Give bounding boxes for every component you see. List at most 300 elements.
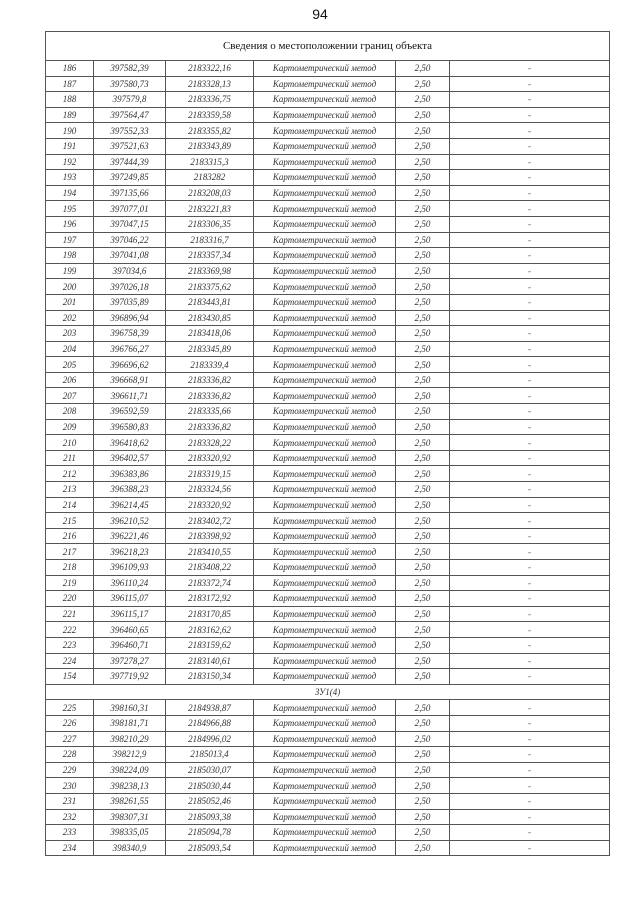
y-coordinate-cell: 2183443,81 [166,294,254,310]
accuracy-cell: 2,50 [396,700,450,716]
table-row [46,310,610,326]
point-number-cell: 223 [46,637,94,653]
note-cell: - [450,606,610,622]
point-number-cell: 219 [46,575,94,591]
x-coordinate-cell: 398307,31 [94,809,166,825]
note-cell: - [450,528,610,544]
y-coordinate-cell: 2183328,13 [166,76,254,92]
point-number-cell: 192 [46,154,94,170]
accuracy-cell: 2,50 [396,731,450,747]
accuracy-cell: 2,50 [396,357,450,373]
point-number-cell: 233 [46,825,94,841]
method-cell: Картометрический метод [254,560,396,576]
accuracy-cell: 2,50 [396,232,450,248]
y-coordinate-cell: 2185030,07 [166,762,254,778]
point-number-cell: 195 [46,201,94,217]
point-number-cell: 189 [46,107,94,123]
y-coordinate-cell: 2183336,82 [166,419,254,435]
method-cell: Картометрический метод [254,637,396,653]
method-cell: Картометрический метод [254,669,396,685]
point-number-cell: 207 [46,388,94,404]
note-cell: - [450,435,610,451]
note-cell: - [450,326,610,342]
method-cell: Картометрический метод [254,450,396,466]
table-row [46,263,610,279]
table-row [46,232,610,248]
table-row [46,341,610,357]
y-coordinate-cell: 2183315,3 [166,154,254,170]
x-coordinate-cell: 396110,24 [94,575,166,591]
accuracy-cell: 2,50 [396,513,450,529]
x-coordinate-cell: 396115,07 [94,591,166,607]
point-number-cell: 196 [46,216,94,232]
method-cell: Картометрический метод [254,263,396,279]
accuracy-cell: 2,50 [396,294,450,310]
method-cell: Картометрический метод [254,170,396,186]
x-coordinate-cell: 396210,52 [94,513,166,529]
note-cell: - [450,76,610,92]
section-row [46,684,610,700]
table-row [46,825,610,841]
x-coordinate-cell: 396766,27 [94,341,166,357]
method-cell: Картометрический метод [254,279,396,295]
point-number-cell: 201 [46,294,94,310]
y-coordinate-cell: 2183320,92 [166,450,254,466]
y-coordinate-cell: 2183316,7 [166,232,254,248]
point-number-cell: 200 [46,279,94,295]
table-row [46,793,610,809]
note-cell: - [450,653,610,669]
note-cell: - [450,731,610,747]
method-cell: Картометрический метод [254,575,396,591]
x-coordinate-cell: 397135,66 [94,185,166,201]
point-number-cell: 198 [46,248,94,264]
y-coordinate-cell: 2185093,38 [166,809,254,825]
table-row [46,653,610,669]
accuracy-cell: 2,50 [396,310,450,326]
table-row [46,357,610,373]
y-coordinate-cell: 2184996,02 [166,731,254,747]
table-row [46,700,610,716]
accuracy-cell: 2,50 [396,326,450,342]
point-number-cell: 186 [46,61,94,77]
y-coordinate-cell: 2183355,82 [166,123,254,139]
point-number-cell: 194 [46,185,94,201]
method-cell: Картометрический метод [254,513,396,529]
accuracy-cell: 2,50 [396,154,450,170]
accuracy-cell: 2,50 [396,669,450,685]
note-cell: - [450,310,610,326]
method-cell: Картометрический метод [254,622,396,638]
x-coordinate-cell: 398261,55 [94,793,166,809]
point-number-cell: 197 [46,232,94,248]
y-coordinate-cell: 2185030,44 [166,778,254,794]
table-row [46,466,610,482]
table-title: Сведения о местоположении границ объекта [46,32,610,61]
table-row [46,669,610,685]
table-row [46,513,610,529]
table-row [46,279,610,295]
point-number-cell: 199 [46,263,94,279]
accuracy-cell: 2,50 [396,185,450,201]
accuracy-cell: 2,50 [396,778,450,794]
accuracy-cell: 2,50 [396,637,450,653]
method-cell: Картометрический метод [254,528,396,544]
boundary-coordinates-table [45,31,610,856]
y-coordinate-cell: 2183336,82 [166,372,254,388]
y-coordinate-cell: 2183372,74 [166,575,254,591]
section-label: ЗУ1(4) [46,684,610,700]
y-coordinate-cell: 2183208,03 [166,185,254,201]
table-row [46,76,610,92]
note-cell: - [450,700,610,716]
method-cell: Картометрический метод [254,388,396,404]
accuracy-cell: 2,50 [396,248,450,264]
accuracy-cell: 2,50 [396,715,450,731]
method-cell: Картометрический метод [254,840,396,856]
x-coordinate-cell: 396388,23 [94,482,166,498]
table-row [46,248,610,264]
point-number-cell: 190 [46,123,94,139]
y-coordinate-cell: 2183320,92 [166,497,254,513]
point-number-cell: 224 [46,653,94,669]
point-number-cell: 208 [46,404,94,420]
y-coordinate-cell: 2183357,34 [166,248,254,264]
note-cell: - [450,497,610,513]
note-cell: - [450,637,610,653]
point-number-cell: 205 [46,357,94,373]
y-coordinate-cell: 2183335,66 [166,404,254,420]
note-cell: - [450,201,610,217]
point-number-cell: 210 [46,435,94,451]
point-number-cell: 218 [46,560,94,576]
accuracy-cell: 2,50 [396,123,450,139]
table-row [46,201,610,217]
note-cell: - [450,591,610,607]
point-number-cell: 204 [46,341,94,357]
y-coordinate-cell: 2183418,06 [166,326,254,342]
table-row [46,372,610,388]
accuracy-cell: 2,50 [396,76,450,92]
method-cell: Картометрический метод [254,747,396,763]
accuracy-cell: 2,50 [396,840,450,856]
y-coordinate-cell: 2183398,92 [166,528,254,544]
note-cell: - [450,216,610,232]
point-number-cell: 226 [46,715,94,731]
y-coordinate-cell: 2183324,56 [166,482,254,498]
method-cell: Картометрический метод [254,419,396,435]
x-coordinate-cell: 397719,92 [94,669,166,685]
accuracy-cell: 2,50 [396,622,450,638]
x-coordinate-cell: 397579,8 [94,92,166,108]
y-coordinate-cell: 2185094,78 [166,825,254,841]
method-cell: Картометрический метод [254,762,396,778]
y-coordinate-cell: 2183221,83 [166,201,254,217]
x-coordinate-cell: 396214,45 [94,497,166,513]
y-coordinate-cell: 2183140,61 [166,653,254,669]
point-number-cell: 228 [46,747,94,763]
accuracy-cell: 2,50 [396,450,450,466]
table-row [46,497,610,513]
accuracy-cell: 2,50 [396,528,450,544]
method-cell: Картометрический метод [254,326,396,342]
x-coordinate-cell: 396418,62 [94,435,166,451]
method-cell: Картометрический метод [254,653,396,669]
method-cell: Картометрический метод [254,123,396,139]
method-cell: Картометрический метод [254,107,396,123]
point-number-cell: 216 [46,528,94,544]
note-cell: - [450,404,610,420]
y-coordinate-cell: 2183375,62 [166,279,254,295]
method-cell: Картометрический метод [254,248,396,264]
accuracy-cell: 2,50 [396,61,450,77]
table-row [46,715,610,731]
method-cell: Картометрический метод [254,591,396,607]
y-coordinate-cell: 2183150,34 [166,669,254,685]
table-row [46,591,610,607]
method-cell: Картометрический метод [254,404,396,420]
note-cell: - [450,747,610,763]
method-cell: Картометрический метод [254,497,396,513]
y-coordinate-cell: 2183408,22 [166,560,254,576]
table-row [46,107,610,123]
x-coordinate-cell: 396896,94 [94,310,166,326]
note-cell: - [450,466,610,482]
method-cell: Картометрический метод [254,294,396,310]
method-cell: Картометрический метод [254,793,396,809]
point-number-cell: 220 [46,591,94,607]
accuracy-cell: 2,50 [396,560,450,576]
x-coordinate-cell: 396383,86 [94,466,166,482]
table-row [46,92,610,108]
x-coordinate-cell: 397249,85 [94,170,166,186]
note-cell: - [450,715,610,731]
accuracy-cell: 2,50 [396,404,450,420]
note-cell: - [450,762,610,778]
note-cell: - [450,138,610,154]
note-cell: - [450,778,610,794]
x-coordinate-cell: 396115,17 [94,606,166,622]
table-row [46,731,610,747]
y-coordinate-cell: 2183410,55 [166,544,254,560]
point-number-cell: 225 [46,700,94,716]
method-cell: Картометрический метод [254,731,396,747]
note-cell: - [450,357,610,373]
accuracy-cell: 2,50 [396,762,450,778]
table-row [46,637,610,653]
x-coordinate-cell: 397077,01 [94,201,166,217]
x-coordinate-cell: 397278,27 [94,653,166,669]
y-coordinate-cell: 2183306,35 [166,216,254,232]
note-cell: - [450,263,610,279]
x-coordinate-cell: 398212,9 [94,747,166,763]
y-coordinate-cell: 2183319,15 [166,466,254,482]
table-row [46,435,610,451]
method-cell: Картометрический метод [254,216,396,232]
x-coordinate-cell: 396460,65 [94,622,166,638]
x-coordinate-cell: 396218,23 [94,544,166,560]
table-row [46,154,610,170]
method-cell: Картометрический метод [254,138,396,154]
point-number-cell: 229 [46,762,94,778]
y-coordinate-cell: 2185013,4 [166,747,254,763]
x-coordinate-cell: 398340,9 [94,840,166,856]
note-cell: - [450,107,610,123]
point-number-cell: 209 [46,419,94,435]
method-cell: Картометрический метод [254,185,396,201]
point-number-cell: 202 [46,310,94,326]
method-cell: Картометрический метод [254,825,396,841]
accuracy-cell: 2,50 [396,372,450,388]
y-coordinate-cell: 2184966,88 [166,715,254,731]
y-coordinate-cell: 2183339,4 [166,357,254,373]
accuracy-cell: 2,50 [396,341,450,357]
method-cell: Картометрический метод [254,310,396,326]
table-row [46,778,610,794]
note-cell: - [450,419,610,435]
note-cell: - [450,825,610,841]
point-number-cell: 188 [46,92,94,108]
x-coordinate-cell: 398335,05 [94,825,166,841]
y-coordinate-cell: 2185093,54 [166,840,254,856]
x-coordinate-cell: 397041,08 [94,248,166,264]
y-coordinate-cell: 2183328,22 [166,435,254,451]
method-cell: Картометрический метод [254,92,396,108]
y-coordinate-cell: 2183170,85 [166,606,254,622]
note-cell: - [450,482,610,498]
method-cell: Картометрический метод [254,778,396,794]
method-cell: Картометрический метод [254,715,396,731]
point-number-cell: 211 [46,450,94,466]
note-cell: - [450,154,610,170]
x-coordinate-cell: 396580,83 [94,419,166,435]
point-number-cell: 213 [46,482,94,498]
accuracy-cell: 2,50 [396,138,450,154]
page-number: 94 [312,6,328,22]
x-coordinate-cell: 397026,18 [94,279,166,295]
table-row [46,388,610,404]
table-row [46,419,610,435]
y-coordinate-cell: 2183359,58 [166,107,254,123]
accuracy-cell: 2,50 [396,544,450,560]
x-coordinate-cell: 397034,6 [94,263,166,279]
point-number-cell: 217 [46,544,94,560]
method-cell: Картометрический метод [254,372,396,388]
point-number-cell: 212 [46,466,94,482]
point-number-cell: 234 [46,840,94,856]
y-coordinate-cell: 2184938,87 [166,700,254,716]
table-row [46,544,610,560]
accuracy-cell: 2,50 [396,170,450,186]
accuracy-cell: 2,50 [396,825,450,841]
x-coordinate-cell: 397046,22 [94,232,166,248]
x-coordinate-cell: 397035,89 [94,294,166,310]
x-coordinate-cell: 397580,73 [94,76,166,92]
note-cell: - [450,294,610,310]
y-coordinate-cell: 2183430,85 [166,310,254,326]
table-row [46,622,610,638]
point-number-cell: 187 [46,76,94,92]
x-coordinate-cell: 397582,39 [94,61,166,77]
x-coordinate-cell: 398210,29 [94,731,166,747]
x-coordinate-cell: 398238,13 [94,778,166,794]
table-row [46,482,610,498]
accuracy-cell: 2,50 [396,435,450,451]
note-cell: - [450,232,610,248]
note-cell: - [450,92,610,108]
table-row [46,123,610,139]
method-cell: Картометрический метод [254,700,396,716]
table-row [46,170,610,186]
accuracy-cell: 2,50 [396,591,450,607]
method-cell: Картометрический метод [254,232,396,248]
x-coordinate-cell: 396611,71 [94,388,166,404]
accuracy-cell: 2,50 [396,107,450,123]
x-coordinate-cell: 397521,63 [94,138,166,154]
table-title-row [46,32,610,61]
table-row [46,606,610,622]
method-cell: Картометрический метод [254,466,396,482]
y-coordinate-cell: 2183336,75 [166,92,254,108]
note-cell: - [450,809,610,825]
accuracy-cell: 2,50 [396,497,450,513]
note-cell: - [450,560,610,576]
accuracy-cell: 2,50 [396,793,450,809]
note-cell: - [450,341,610,357]
accuracy-cell: 2,50 [396,466,450,482]
method-cell: Картометрический метод [254,606,396,622]
table-row [46,326,610,342]
x-coordinate-cell: 397047,15 [94,216,166,232]
accuracy-cell: 2,50 [396,216,450,232]
method-cell: Картометрический метод [254,435,396,451]
method-cell: Картометрический метод [254,154,396,170]
y-coordinate-cell: 2183159,62 [166,637,254,653]
y-coordinate-cell: 2183343,89 [166,138,254,154]
y-coordinate-cell: 2183336,82 [166,388,254,404]
table-row [46,560,610,576]
y-coordinate-cell: 2183162,62 [166,622,254,638]
table-row [46,216,610,232]
method-cell: Картометрический метод [254,544,396,560]
point-number-cell: 222 [46,622,94,638]
y-coordinate-cell: 2183322,16 [166,61,254,77]
x-coordinate-cell: 396402,57 [94,450,166,466]
x-coordinate-cell: 397552,33 [94,123,166,139]
accuracy-cell: 2,50 [396,92,450,108]
x-coordinate-cell: 396109,93 [94,560,166,576]
x-coordinate-cell: 398181,71 [94,715,166,731]
x-coordinate-cell: 398160,31 [94,700,166,716]
y-coordinate-cell: 2183172,92 [166,591,254,607]
accuracy-cell: 2,50 [396,263,450,279]
note-cell: - [450,248,610,264]
note-cell: - [450,793,610,809]
y-coordinate-cell: 2183402,72 [166,513,254,529]
table-row [46,61,610,77]
table-row [46,294,610,310]
table-row [46,404,610,420]
note-cell: - [450,622,610,638]
point-number-cell: 214 [46,497,94,513]
note-cell: - [450,388,610,404]
accuracy-cell: 2,50 [396,653,450,669]
note-cell: - [450,513,610,529]
x-coordinate-cell: 396758,39 [94,326,166,342]
point-number-cell: 232 [46,809,94,825]
x-coordinate-cell: 396460,71 [94,637,166,653]
x-coordinate-cell: 396696,62 [94,357,166,373]
